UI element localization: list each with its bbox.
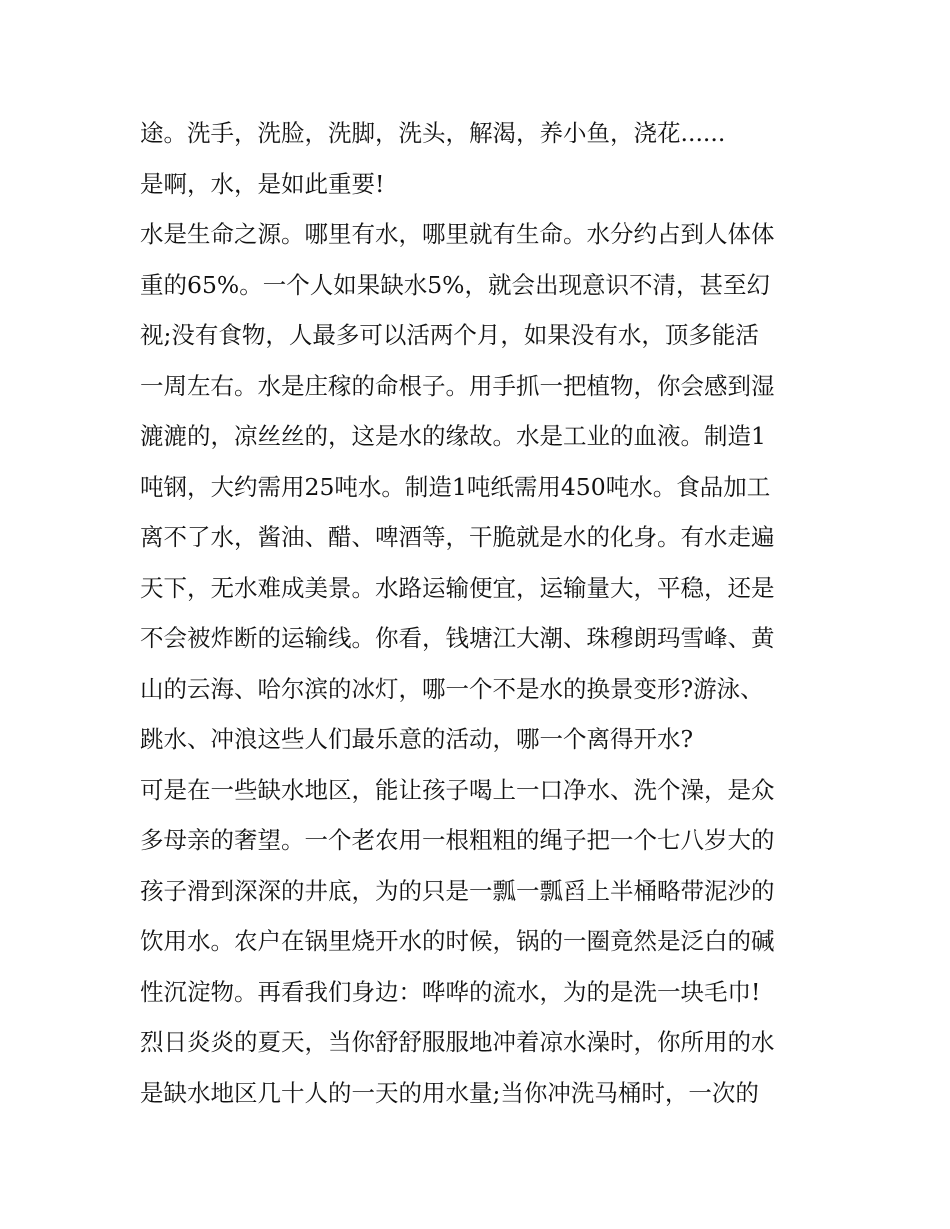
text-line: 性沉淀物。再看我们身边：哗哗的流水，为的是洗一块毛巾! [140,977,761,1006]
text-line: 跳水、冲浪这些人们最乐意的活动，哪一个离得开水? [140,725,694,753]
text-line: 烈日炎炎的夏天，当你舒舒服服地冲着凉水澡时，你所用的水 [140,1028,775,1056]
text-line: 重的65%。一个人如果缺水5%，就会出现意识不清，甚至幻 [140,270,771,299]
text-line: 多母亲的奢望。一个老农用一根粗粗的绳子把一个七八岁大的 [140,826,775,854]
text-line: 孩子滑到深深的井底，为的只是一瓢一瓢舀上半桶略带泥沙的 [140,876,775,905]
text-line: 是缺水地区几十人的一天的用水量;当你冲洗马桶时，一次的 [140,1078,759,1107]
text-line: 一周左右。水是庄稼的命根子。用手抓一把植物，你会感到湿 [140,371,775,400]
text-line: 途。洗手，洗脸，洗脚，洗头，解渴，养小鱼，浇花...... [140,119,726,147]
text-line: 天下，无水难成美景。水路运输便宜，运输量大，平稳，还是 [140,573,775,602]
text-line: 不会被炸断的运输线。你看，钱塘江大潮、珠穆朗玛雪峰、黄 [140,624,775,652]
text-line: 视;没有食物，人最多可以活两个月，如果没有水，顶多能活 [140,321,759,349]
text-line: 吨钢，大约需用25吨水。制造1吨纸需用450吨水。食品加工 [140,472,771,501]
text-line: 水是生命之源。哪里有水，哪里就有生命。水分约占到人体体 [140,220,775,248]
document-body [140,108,815,1118]
text-line: 离不了水，酱油、醋、啤酒等，干脆就是水的化身。有水走遍 [140,523,775,551]
text-line: 山的云海、哈尔滨的冰灯，哪一个不是水的换景变形?游泳、 [140,674,764,703]
text-line: 漉漉的，凉丝丝的，这是水的缘故。水是工业的血液。制造1 [140,422,766,450]
text-line: 可是在一些缺水地区，能让孩子喝上一口净水、洗个澡，是众 [140,775,775,804]
text-line: 饮用水。农户在锅里烧开水的时候，锅的一圈竟然是泛白的碱 [140,927,775,955]
text-line: 是啊，水，是如此重要! [140,169,385,198]
